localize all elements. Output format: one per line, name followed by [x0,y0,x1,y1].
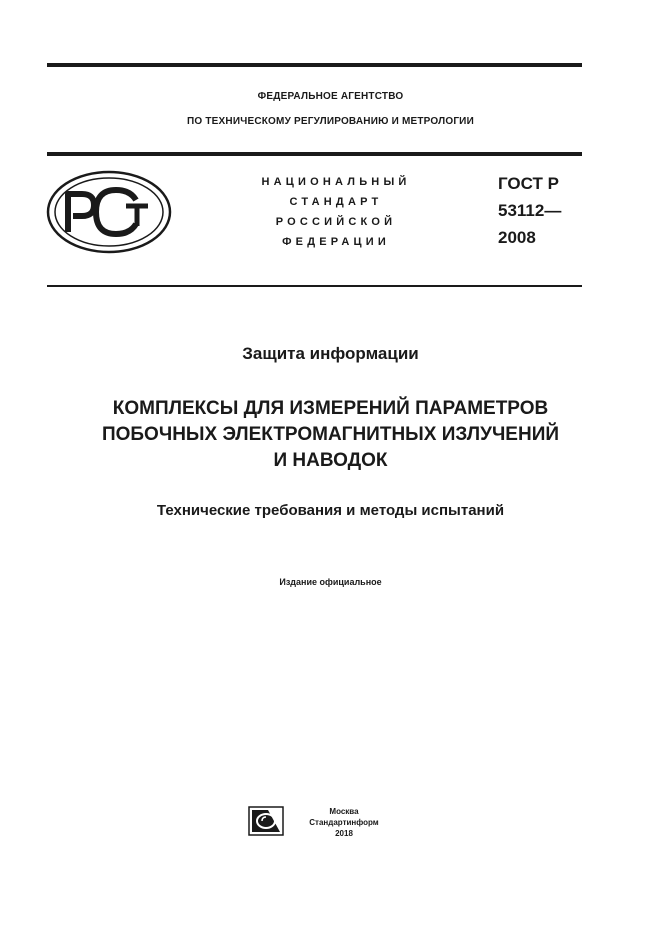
publisher-city: Москва [329,807,359,816]
standartinform-logo-icon [248,806,284,836]
edition-note: Издание официальное [279,577,382,587]
standard-label-line: НАЦИОНАЛЬНЫЙ [261,176,411,188]
publisher-name: Стандартинформ [309,818,379,827]
top-rule [47,63,582,67]
standard-label-line: ФЕДЕРАЦИИ [282,236,390,248]
document-subtitle: Защита информации [242,344,419,363]
document-title [0,396,661,474]
designation-line-3: 2008 [498,228,536,247]
rst-logo-icon [46,170,172,254]
document-requirements: Технические требования и методы испытаний [156,502,505,519]
standard-label-line: СТАНДАРТ [289,196,383,208]
header-bottom-rule [47,285,582,287]
standard-label-line: РОССИЙСКОЙ [275,216,397,228]
designation-line-2: 53112— [498,201,562,220]
title-line: И НАВОДОК [273,450,388,471]
publisher-text [294,806,394,839]
agency-line-1: ФЕДЕРАЛЬНОЕ АГЕНТСТВО [257,91,404,102]
title-line: ПОБОЧНЫХ ЭЛЕКТРОМАГНИТНЫХ ИЗЛУЧЕНИЙ [101,424,560,445]
publisher-block [248,806,408,846]
title-line: КОМПЛЕКСЫ ДЛЯ ИЗМЕРЕНИЙ ПАРАМЕТРОВ [112,398,549,419]
publisher-year: 2018 [335,829,353,838]
header-rule [47,152,582,156]
national-standard-label [236,172,436,252]
standard-designation [498,170,561,251]
designation-line-1: ГОСТ Р [498,174,559,193]
agency-line-2: ПО ТЕХНИЧЕСКОМУ РЕГУЛИРОВАНИЮ И МЕТРОЛОГИИ [187,116,474,127]
